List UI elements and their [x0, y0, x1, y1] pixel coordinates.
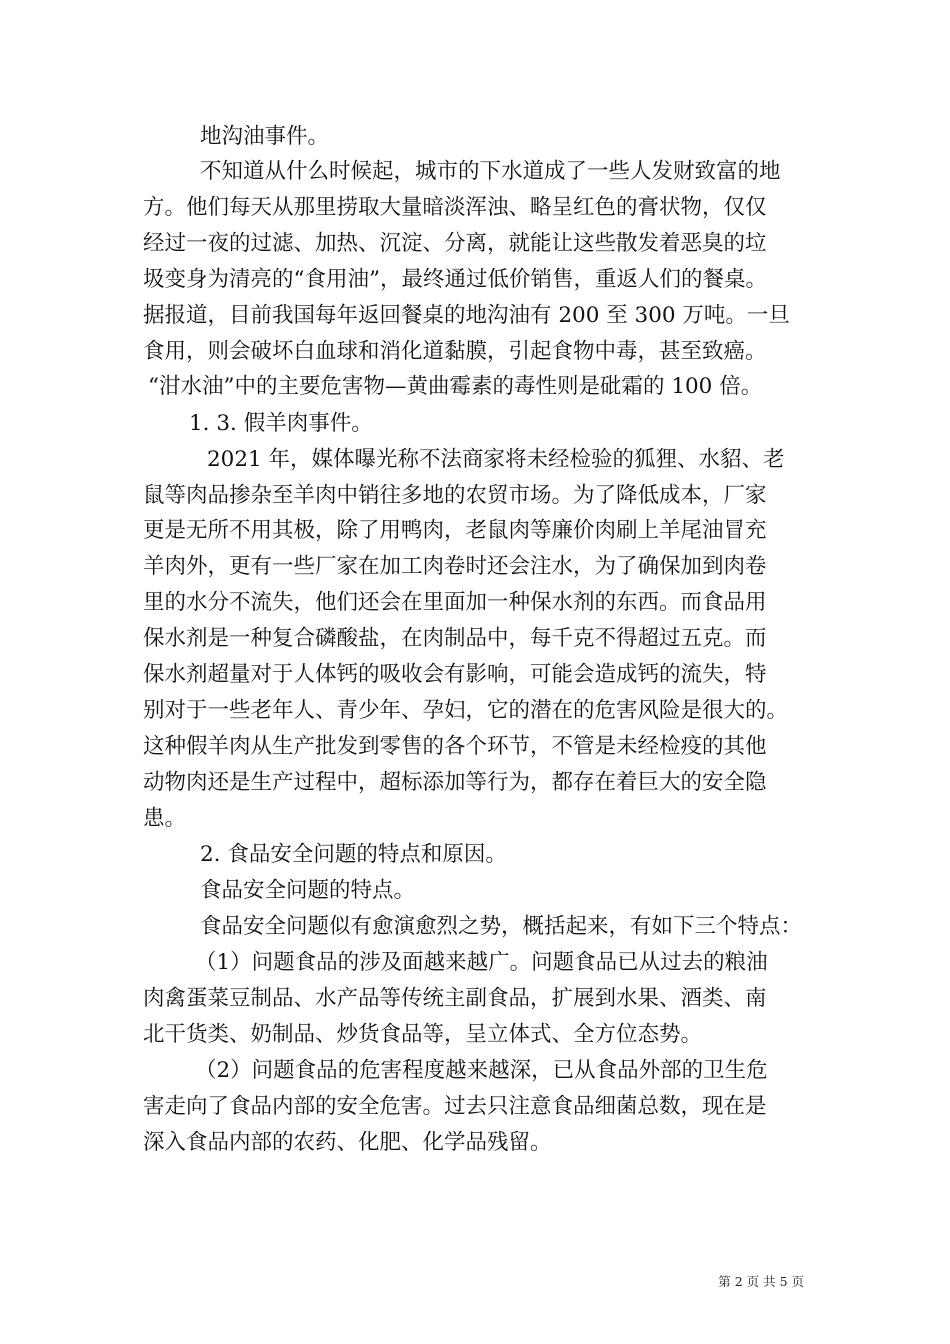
text-line: 患。 — [143, 806, 187, 831]
text-line: 羊肉外，更有一些厂家在加工肉卷时还会注水，为了确保加到肉卷 — [143, 554, 767, 579]
text-line: “泔水油”中的主要危害物—黄曲霉素的毒性则是砒霜的 100 倍。 — [148, 374, 763, 399]
list-item: （1）问题食品的涉及面越来越广。问题食品已从过去的粮油 — [195, 950, 768, 975]
text-line: 经过一夜的过滤、加热、沉淀、分离，就能让这些散发着恶臭的垃 — [143, 231, 767, 256]
page-number: 第 2 页 共 5 页 — [718, 1274, 804, 1289]
text-line: 据报道，目前我国每年返回餐桌的地沟油有 200 至 300 万吨。一旦 — [143, 303, 790, 328]
text-line: 害走向了食品内部的安全危害。过去只注意食品细菌总数，现在是 — [143, 1094, 767, 1119]
text-line: 方。他们每天从那里捞取大量暗淡浑浊、略呈红色的膏状物，仅仅 — [143, 195, 767, 220]
section-heading: 1. 3. 假羊肉事件。 — [189, 411, 373, 436]
list-item: （2）问题食品的危害程度越来越深，已从食品外部的卫生危 — [195, 1058, 768, 1083]
text-line: 保水剂超量对于人体钙的吸收会有影响，可能会造成钙的流失，特 — [143, 662, 767, 687]
text-line: 肉禽蛋菜豆制品、水产品等传统主副食品，扩展到水果、酒类、南 — [143, 986, 767, 1011]
text-line: 2021 年，媒体曝光称不法商家将未经检验的狐狸、水貂、老 — [207, 447, 785, 472]
text-line: 圾变身为清亮的“食用油”，最终通过低价销售，重返人们的餐桌。 — [143, 267, 767, 292]
text-line: 保水剂是一种复合磷酸盐，在肉制品中，每千克不得超过五克。而 — [143, 626, 767, 651]
sub-heading: 食品安全问题的特点。 — [200, 878, 416, 903]
text-line: 食品安全问题似有愈演愈烈之势，概括起来，有如下三个特点： — [200, 914, 803, 939]
text-line: 食用，则会破坏白血球和消化道黏膜，引起食物中毒，甚至致癌。 — [143, 339, 767, 364]
text-line: 别对于一些老年人、青少年、孕妇，它的潜在的危害风险是很大的。 — [143, 698, 789, 723]
text-line: 鼠等肉品掺杂至羊肉中销往多地的农贸市场。为了降低成本，厂家 — [143, 483, 767, 508]
text-line: 这种假羊肉从生产批发到零售的各个环节，不管是未经检疫的其他 — [143, 734, 767, 759]
text-line: 里的水分不流失，他们还会在里面加一种保水剂的东西。而食品用 — [143, 590, 767, 615]
text-line: 地沟油事件。 — [200, 124, 330, 149]
section-heading: 2. 食品安全问题的特点和原因。 — [200, 842, 507, 867]
text-line: 更是无所不用其极，除了用鸭肉，老鼠肉等廉价肉刷上羊尾油冒充 — [143, 518, 767, 543]
text-line: 动物肉还是生产过程中，超标添加等行为，都存在着巨大的安全隐 — [143, 770, 767, 795]
text-line: 深入食品内部的农药、化肥、化学品残留。 — [143, 1130, 552, 1155]
text-line: 北干货类、奶制品、炒货食品等，呈立体式、全方位态势。 — [143, 1022, 703, 1047]
text-line: 不知道从什么时候起，城市的下水道成了一些人发财致富的地 — [200, 159, 781, 184]
